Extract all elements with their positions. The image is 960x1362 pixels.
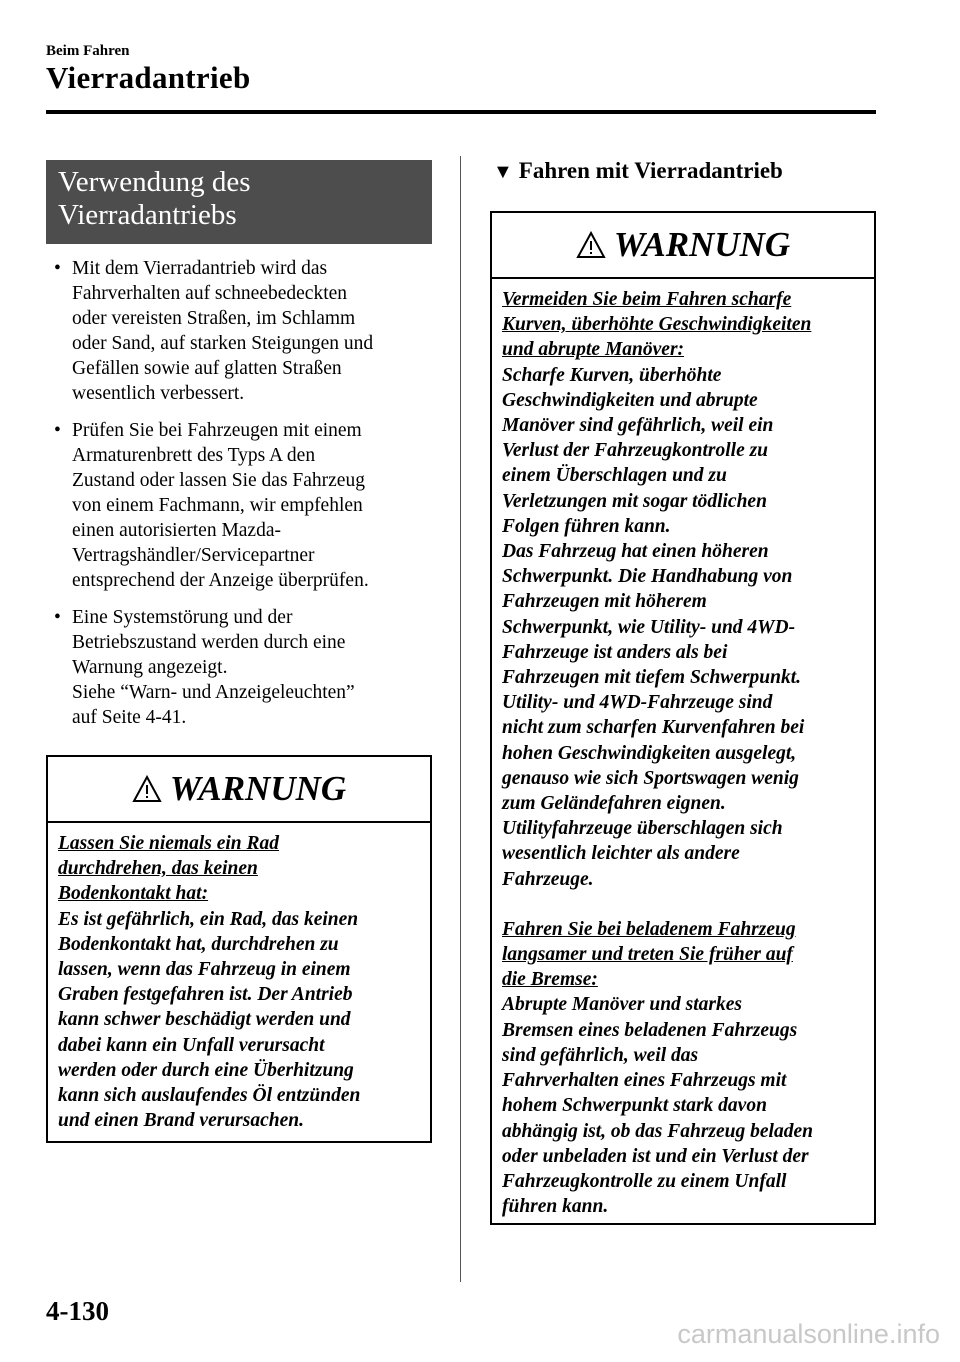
warning-text-line: Bremsen eines beladenen Fahrzeugs <box>502 1019 798 1041</box>
warning-heading-line: Lassen Sie niemals ein Rad <box>58 833 280 854</box>
warning-text-line: Fahrzeuge ist anders als bei <box>502 641 728 663</box>
warning-title: WARNUNG <box>169 769 347 808</box>
bullet-line: Armaturenbrett des Typs A den <box>72 445 316 466</box>
bullet-line: Warnung angezeigt. <box>72 657 228 678</box>
bullet-dot-icon: • <box>54 607 61 628</box>
warning-heading-line: die Bremse: <box>502 969 598 991</box>
bullet-line: oder Sand, auf starken Steigungen und <box>72 333 374 354</box>
warning-text-line: Folgen führen kann. <box>502 515 671 537</box>
warning-text-line: Scharfe Kurven, überhöhte <box>502 364 722 386</box>
warning-text-line: werden oder durch eine Überhitzung <box>58 1059 354 1081</box>
warning-text-line: führen kann. <box>502 1196 609 1218</box>
warning-text-line: zum Geländefahren eignen. <box>502 793 726 815</box>
bullet-line: Zustand oder lassen Sie das Fahrzeug <box>72 470 365 491</box>
bullet-line: Siehe “Warn- und Anzeigeleuchten” <box>72 682 355 703</box>
warning-text-line: Fahrzeugkontrolle zu einem Unfall <box>502 1170 787 1192</box>
warning-text-line: kann schwer beschädigt werden und <box>58 1009 351 1031</box>
bullet-line: wesentlich verbessert. <box>72 383 245 404</box>
warning-text-line: genauso wie sich Sportswagen wenig <box>502 767 799 789</box>
warning-body <box>492 279 874 1219</box>
warning-text-line: sind gefährlich, weil das <box>502 1044 699 1066</box>
warning-text-line: wesentlich leichter als andere <box>502 843 740 865</box>
warning-text-line: Fahrverhalten eines Fahrzeugs mit <box>502 1070 787 1092</box>
chapter-title: Vierradantrieb <box>46 60 251 95</box>
warning-text-line: Utility- und 4WD-Fahrzeuge sind <box>502 692 773 714</box>
warning-text-line: Verletzungen mit sogar tödlichen <box>502 490 767 512</box>
warning-box-left <box>46 755 432 1143</box>
column-divider <box>460 156 461 1282</box>
warning-text-line: dabei kann ein Unfall verursacht <box>58 1034 325 1056</box>
warning-text-line: Manöver sind gefährlich, weil ein <box>502 415 774 437</box>
warning-heading <box>502 287 864 363</box>
warning-text-line: Fahrzeuge. <box>502 868 594 890</box>
warning-text-line: abhängig ist, ob das Fahrzeug beladen <box>502 1120 813 1142</box>
warning-header <box>48 757 430 823</box>
watermark: carmanualsonline.info <box>677 1319 940 1349</box>
bullet-line: entsprechend der Anzeige überprüfen. <box>72 570 369 591</box>
bullet-item <box>46 256 436 406</box>
page-number: 4-130 <box>46 1296 109 1326</box>
warning-text-line: einem Überschlagen und zu <box>502 465 727 487</box>
warning-text-line: Abrupte Manöver und starkes <box>502 994 742 1016</box>
warning-text-line: Geschwindigkeiten und abrupte <box>502 389 758 411</box>
warning-title: WARNUNG <box>613 225 791 264</box>
warning-text-line: und einen Brand verursachen. <box>58 1110 304 1132</box>
bullet-line: Mit dem Vierradantrieb wird das <box>72 258 328 279</box>
bullet-item <box>46 418 436 593</box>
section-title-line-2: Vierradantriebs <box>58 199 237 231</box>
warning-text-line: Verlust der Fahrzeugkontrolle zu <box>502 440 769 462</box>
warning-text-line: Utilityfahrzeuge überschlagen sich <box>502 818 783 840</box>
warning-heading-line: langsamer und treten Sie früher auf <box>502 944 793 966</box>
bullet-line: Eine Systemstörung und der <box>72 607 293 628</box>
warning-text <box>502 363 864 892</box>
section-title-banner <box>46 160 432 244</box>
warning-text-line: Schwerpunkt. Die Handhabung von <box>502 566 793 588</box>
warning-text <box>58 907 420 1134</box>
warning-text-line: Graben festgefahren ist. Der Antrieb <box>58 984 353 1006</box>
warning-text-line: Fahrzeugen mit höherem <box>502 591 707 613</box>
bullet-dot-icon: • <box>54 420 61 441</box>
warning-text-line: Das Fahrzeug hat einen höheren <box>502 541 769 563</box>
bullet-line: Vertragshändler/Servicepartner <box>72 545 315 566</box>
warning-text-line: Bodenkontakt hat, durchdrehen zu <box>58 933 339 955</box>
warning-text-line: lassen, wenn das Fahrzeug in einem <box>58 959 351 981</box>
subsection-title <box>493 158 783 184</box>
warning-text-line: hohen Geschwindigkeiten ausgelegt, <box>502 742 797 764</box>
warning-text-line: Schwerpunkt, wie Utility- und 4WD- <box>502 616 796 638</box>
warning-triangle-icon <box>576 231 606 259</box>
warning-header <box>492 213 874 279</box>
warning-text-line: nicht zum scharfen Kurvenfahren bei <box>502 717 805 739</box>
bullet-line: auf Seite 4-41. <box>72 707 187 728</box>
bullet-line: einen autorisierten Mazda- <box>72 520 281 541</box>
warning-text-line: kann sich auslaufendes Öl entzünden <box>58 1085 361 1107</box>
warning-heading-line: Vermeiden Sie beim Fahren scharfe <box>502 289 792 310</box>
warning-text <box>502 992 864 1219</box>
breadcrumb: Beim Fahren <box>46 43 130 59</box>
bullet-line: Fahrverhalten auf schneebedeckten <box>72 283 348 304</box>
warning-heading-line: Kurven, überhöhte Geschwindigkeiten <box>502 314 812 336</box>
warning-heading <box>58 831 420 907</box>
warning-text-line: Fahrzeugen mit tiefem Schwerpunkt. <box>502 667 802 689</box>
bullet-line: oder vereisten Straßen, im Schlamm <box>72 308 356 329</box>
section-title-line-1: Verwendung des <box>58 166 251 198</box>
subsection-title-text: Fahren mit Vierradantrieb <box>518 158 783 183</box>
bullet-dot-icon: • <box>54 258 61 279</box>
header-rule <box>46 110 876 114</box>
bullet-line: Betriebszustand werden durch eine <box>72 632 346 653</box>
spacer <box>502 892 864 917</box>
warning-heading <box>502 917 864 993</box>
warning-text-line: Es ist gefährlich, ein Rad, das keinen <box>58 908 359 930</box>
triangle-marker-icon: ▼ <box>493 161 513 183</box>
warning-heading-line: Bodenkontakt hat: <box>58 883 209 905</box>
warning-heading-line: Fahren Sie bei beladenem Fahrzeug <box>502 918 796 940</box>
bullet-line: Gefällen sowie auf glatten Straßen <box>72 358 342 379</box>
warning-body <box>48 823 430 1133</box>
bullet-item <box>46 605 436 730</box>
warning-heading-line: und abrupte Manöver: <box>502 339 685 361</box>
warning-text-line: hohem Schwerpunkt stark davon <box>502 1095 767 1117</box>
bullet-line: Prüfen Sie bei Fahrzeugen mit einem <box>72 420 362 441</box>
warning-box-right <box>490 211 876 1225</box>
warning-heading-line: durchdrehen, das keinen <box>58 858 258 880</box>
warning-triangle-icon <box>132 775 162 803</box>
bullet-list <box>46 256 436 742</box>
bullet-line: von einem Fachmann, wir empfehlen <box>72 495 363 516</box>
warning-text-line: oder unbeladen ist und ein Verlust der <box>502 1145 809 1167</box>
